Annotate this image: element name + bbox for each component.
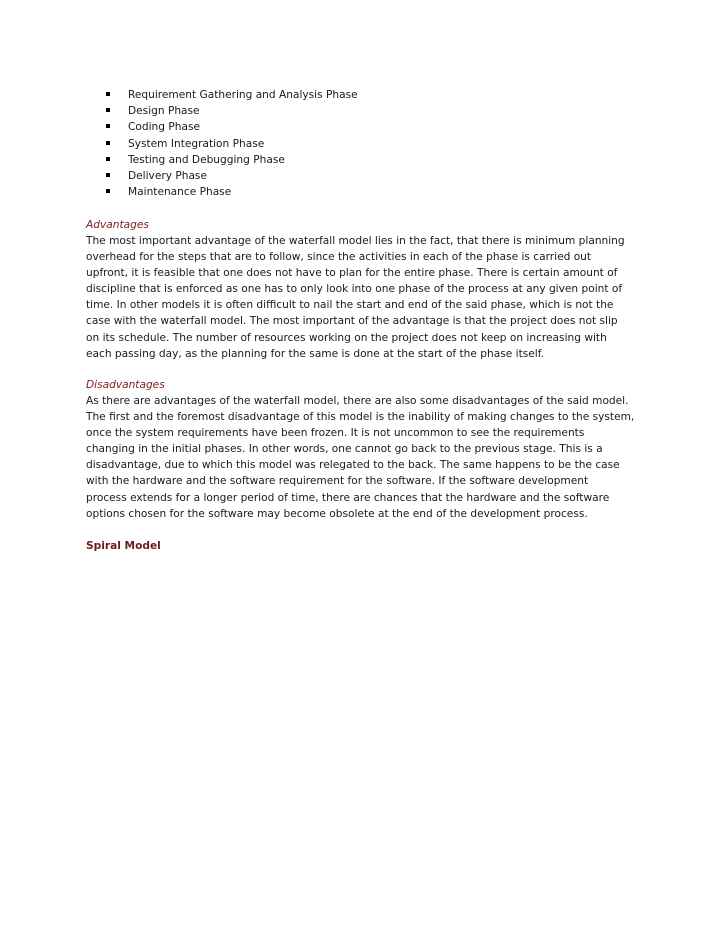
phase-label: Delivery Phase bbox=[128, 169, 207, 182]
square-bullet-icon bbox=[106, 92, 110, 96]
phase-label: System Integration Phase bbox=[128, 137, 265, 150]
paragraph-line: once the system requirements have been frozen. It is not uncommon to see the requirements bbox=[86, 427, 585, 440]
paragraph-line: case with the waterfall model. The most important of the advantage is that the project does not slip bbox=[86, 315, 618, 328]
spiral-model-heading: Spiral Model bbox=[86, 540, 161, 552]
paragraph-line: The most important advantage of the waterfall model lies in the fact, that there is minimum planning bbox=[86, 235, 625, 247]
paragraph-line: upfront, it is feasible that one does not have to plan for the entire phase. There is certain amount of bbox=[86, 267, 618, 280]
square-bullet-icon bbox=[106, 141, 110, 145]
square-bullet-icon bbox=[106, 189, 110, 193]
paragraph-line: overhead for the steps that are to follow, since the activities in each of the phase is carried out bbox=[86, 251, 592, 264]
square-bullet-icon bbox=[106, 173, 110, 177]
paragraph-line: disadvantage, due to which this model was relegated to the back. The same happens to be the case bbox=[86, 459, 620, 472]
phase-label: Requirement Gathering and Analysis Phase bbox=[128, 89, 358, 101]
paragraph-line: process extends for a longer period of time, there are chances that the hardware and the software bbox=[86, 491, 610, 504]
phase-label: Maintenance Phase bbox=[128, 186, 232, 199]
paragraph-line: options chosen for the software may become obsolete at the end of the development process. bbox=[86, 507, 588, 520]
paragraph-line: each passing day, as the planning for the same is done at the start of the phase itself. bbox=[86, 347, 545, 360]
square-bullet-icon bbox=[106, 157, 110, 161]
paragraph-line: time. In other models it is often difficult to nail the start and end of the said phase, which is not the bbox=[86, 299, 614, 312]
disadvantages-paragraph bbox=[86, 393, 686, 522]
paragraph-line: The first and the foremost disadvantage of this model is the inability of making changes to the system, bbox=[86, 411, 635, 424]
phase-label: Design Phase bbox=[128, 105, 200, 118]
phase-label: Testing and Debugging Phase bbox=[128, 153, 285, 166]
paragraph-line: on its schedule. The number of resources working on the project does not keep on increasing with bbox=[86, 331, 607, 344]
disadvantages-heading: Disadvantages bbox=[86, 379, 165, 391]
paragraph-line: As there are advantages of the waterfall model, there are also some disadvantages of the said model. bbox=[86, 395, 629, 407]
square-bullet-icon bbox=[106, 108, 110, 112]
paragraph-line: with the hardware and the software requirement for the software. If the software development bbox=[86, 475, 589, 488]
phase-label: Coding Phase bbox=[128, 121, 200, 134]
advantages-paragraph bbox=[86, 233, 686, 362]
square-bullet-icon bbox=[106, 124, 110, 128]
paragraph-line: discipline that is enforced as one has to only look into one phase of the process at any given point of bbox=[86, 283, 623, 296]
advantages-heading: Advantages bbox=[86, 219, 149, 231]
paragraph-line: changing in the initial phases. In other words, one cannot go back to the previous stage. This is a bbox=[86, 443, 603, 456]
